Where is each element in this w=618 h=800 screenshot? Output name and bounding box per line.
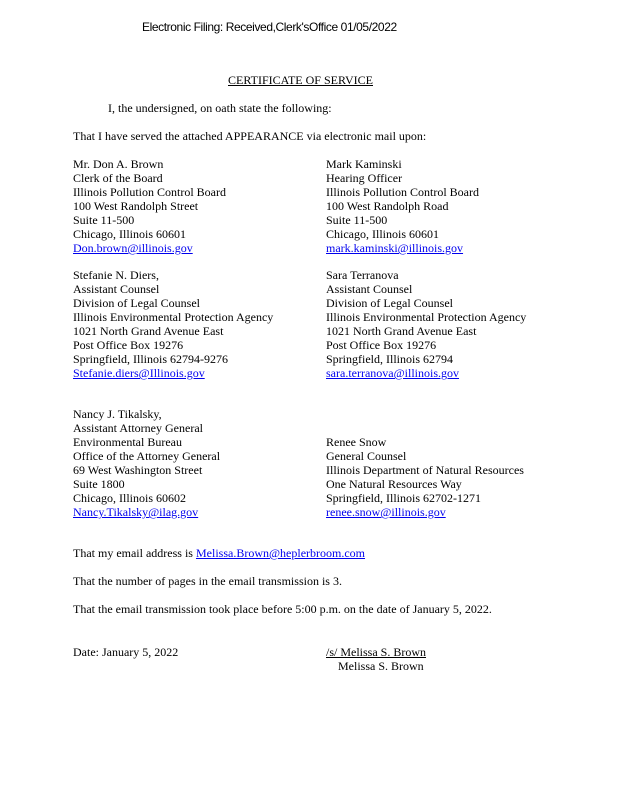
document-title: CERTIFICATE OF SERVICE bbox=[228, 73, 373, 87]
time-statement: That the email transmission took place before 5:00 p.m. on the date of January 5, 2022. bbox=[73, 602, 492, 616]
pages-statement: That the number of pages in the email transmission is 3. bbox=[73, 574, 342, 588]
recipient-email-link[interactable]: Stefanie.diers@Illinois.gov bbox=[73, 366, 205, 380]
recipient-block: Stefanie N. Diers, Assistant Counsel Division of Legal Counsel Illinois Environmental Protection Agency 1021 North Grand Avenue East Post Office Box 19276 Springfield, Illinois 62794-9276 Stefanie.diers@Illinois.gov bbox=[73, 268, 274, 380]
recipient-block: Renee Snow General Counsel Illinois Department of Natural Resources One Natural Resources Way Springfield, Illinois 62702-1271 renee.snow@illinois.gov bbox=[326, 435, 524, 519]
served-statement: That I have served the attached APPEARANCE via electronic mail upon: bbox=[73, 129, 427, 143]
recipient-block: Mr. Don A. Brown Clerk of the Board Illinois Pollution Control Board 100 West Randolph Street Suite 11-500 Chicago, Illinois 60601 Don.brown@illinois.gov bbox=[73, 157, 227, 255]
recipient-email-link[interactable]: mark.kaminski@illinois.gov bbox=[326, 241, 464, 255]
date-line: Date: January 5, 2022 bbox=[73, 645, 179, 659]
signature-block bbox=[326, 645, 466, 673]
recipient-email-link[interactable]: renee.snow@illinois.gov bbox=[326, 505, 446, 519]
signature-line: /s/ Melissa S. Brown bbox=[326, 645, 427, 659]
my-email-link[interactable]: Melissa.Brown@heplerbroom.com bbox=[195, 546, 366, 560]
intro-text: I, the undersigned, on oath state the following: bbox=[108, 101, 332, 115]
recipient-block: Mark Kaminski Hearing Officer Illinois Pollution Control Board 100 West Randolph Road Suite 11-500 Chicago, Illinois 60601 mark.kaminski@illinois.gov bbox=[326, 157, 480, 255]
recipient-email-link[interactable]: sara.terranova@illinois.gov bbox=[326, 366, 460, 380]
recipient-email-link[interactable]: Nancy.Tikalsky@ilag.gov bbox=[73, 505, 199, 519]
recipient-email-link[interactable]: Don.brown@illinois.gov bbox=[73, 241, 193, 255]
filing-stamp: Electronic Filing: Received,Clerk'sOffice 01/05/2022 bbox=[142, 20, 397, 34]
recipient-block: Nancy J. Tikalsky, Assistant Attorney General Environmental Bureau Office of the Attorney General 69 West Washington Street Suite 1800 Chicago, Illinois 60602 Nancy.Tikalsky@ilag.gov bbox=[73, 407, 221, 519]
recipient-block: Sara Terranova Assistant Counsel Division of Legal Counsel Illinois Environmental Protection Agency 1021 North Grand Avenue East Post Office Box 19276 Springfield, Illinois 62794 sara.terranova@illinois.gov bbox=[326, 268, 527, 380]
signer-name: Melissa S. Brown bbox=[338, 659, 424, 673]
email-statement: That my email address is Melissa.Brown@heplerbroom.com bbox=[73, 546, 366, 560]
